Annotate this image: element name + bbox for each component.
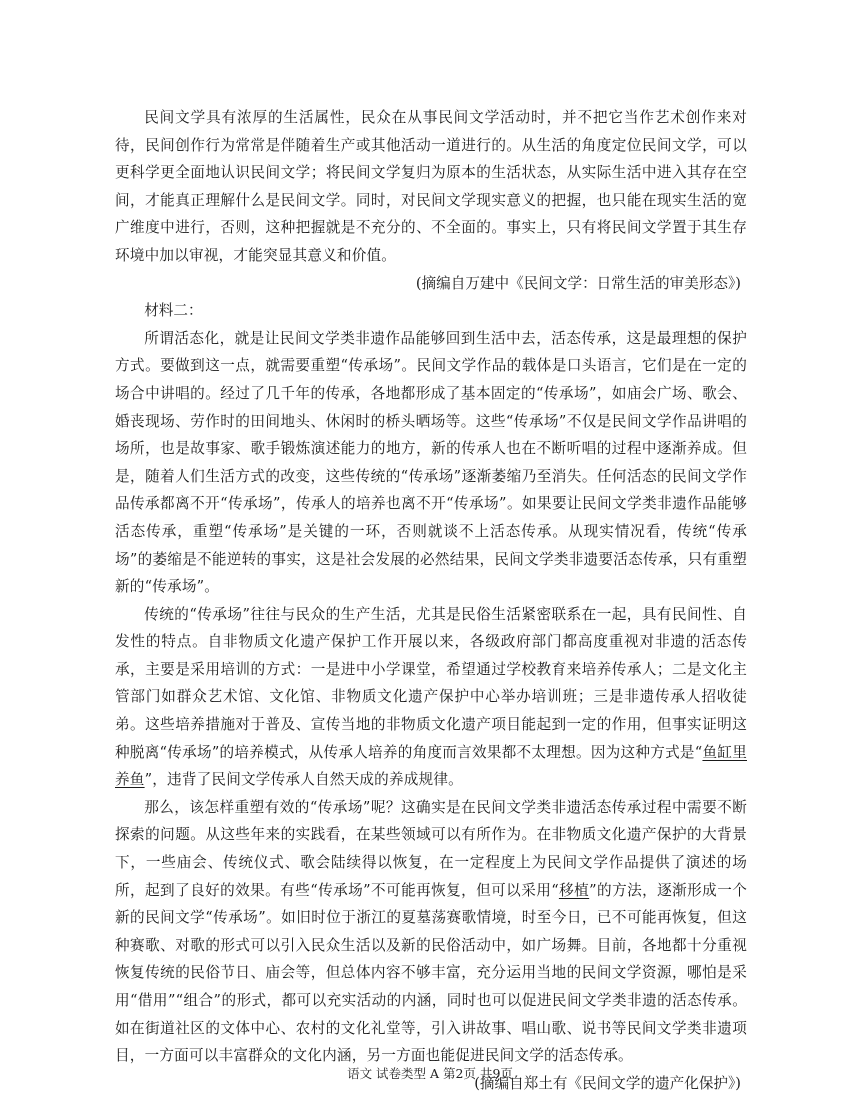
document-body — [115, 104, 747, 1097]
material2-paragraph-1: 所谓活态化，就是让民间文学类非遗作品能够回到生活中去，活态传承，这是最理想的保护方式。要做到这一点，就需要重塑“传承场”。民间文学作品的载体是口头语言，它们是在一定的场合中讲唱的。经过了几千年的传承，各地都形成了基本固定的“传承场”，如庙会广场、歌会、婚丧现场、劳作时的田间地头、休闲时的桥头晒场等。这些“传承场”不仅是民间文学作品讲唱的场所，也是故事家、歌手锻炼演述能力的地方，新的传承人也在不断听唱的过程中逐渐养成。但是，随着人们生活方式的改变，这些传统的“传承场”逐渐萎缩乃至消失。任何活态的民间文学作品传承都离不开“传承场”，传承人的培养也离不开“传承场”。如果要让民间文学类非遗作品能够活态传承，重塑“传承场”是关键的一环，否则就谈不上活态传承。从现实情况看，传统“传承场”的萎缩是不能逆转的事实，这是社会发展的必然结果，民间文学类非遗要活态传承，只有重塑新的“传承场”。 — [115, 329, 747, 596]
material1-source: (摘编自万建中《民间文学：日常生活的审美形态》) — [415, 274, 741, 292]
material1-paragraph: 民间文学具有浓厚的生活属性，民众在从事民间文学活动时，并不把它当作艺术创作来对待，民间创作行为常常是伴随着生产或其他活动一道进行的。从生活的角度定位民间文学，可以更科学更全面地认识民间文学；将民间文学复归为原本的生活状态，从实际生活中进入其存在空间，才能真正理解什么是民间文学。同时，对民间文学现实意义的把握，也只能在现实生活的宽广维度中进行，否则，这种把握就是不充分的、不全面的。事实上，只有将民间文学置于其生存环境中加以审视，才能突显其意义和价值。 — [115, 109, 747, 264]
p2-text-before: 传统的“传承场”往往与民众的生产生活，尤其是民俗生活紧密联系在一起，具有民间性、自发性的特点。自非物质文化遗产保护工作开展以来，各级政府部门都高度重视对非遗的活态传承，主要是采用培训的方式：一是进中小学课堂，希望通过学校教育来培养传承人；二是文化主管部门如群众艺术馆、文化馆、非物质文化遗产保护中心举办培训班；三是非遗传承人招收徒弟。这些培养措施对于普及、宣传当地的非物质文化遗产项目能起到一定的作用，但事实证明这种脱离“传承场”的培养模式，从传承人培养的角度而言效果都不太理想。因为这种方式是“ — [115, 605, 747, 761]
p3-text-before: 那么，该怎样重塑有效的“传承场”呢？这确实是在民间文学类非遗活态传承过程中需要不断探索的问题。从这些年来的实践看，在某些领域可以有所作为。在非物质文化遗产保护的大背景下，一些庙会、传统仪式、歌会陆续得以恢复，在一定程度上为民间文学作品提供了演述的场所，起到了良好的效果。有些“传承场”不可能再恢复，但可以采用“ — [115, 798, 747, 899]
underlined-phrase-transplant: 移植 — [558, 881, 590, 899]
p2-text-after: ”，违背了民间文学传承人自然天成的养成规律。 — [144, 771, 463, 789]
material2-source: (摘编自郑土有《民间文学的遗产化保护》) — [474, 1074, 741, 1092]
material2-paragraph-2 — [115, 601, 747, 794]
material2-label: 材料二： — [144, 302, 203, 320]
underlined-phrase-fish-tank: 鱼缸里养鱼 — [115, 743, 747, 789]
page-footer: 语文 试卷类型 A 第2页 共9页 — [347, 1066, 513, 1081]
p3-text-after: ”的方法，逐渐形成一个新的民间文学“传承场”。如旧时位于浙江的夏墓荡赛歌情境，时至今日，已不可能再恢复，但这种赛歌、对歌的形式可以引入民众生活以及新的民俗活动中，如广场舞。目前，各地都十分重视恢复传统的民俗节日、庙会等，但总体内容不够丰富，充分运用当地的民间文学资源，哪怕是采用“借用”“组合”的形式，都可以充实活动的内涵，同时也可以促进民间文学类非遗的活态传承。如在街道社区的文体中心、农村的文化礼堂等，引入讲故事、唱山歌、说书等民间文学类非遗项目，一方面可以丰富群众的文化内涵，另一方面也能促进民间文学的活态传承。 — [115, 881, 747, 1065]
material2-paragraph-3 — [115, 794, 747, 1070]
